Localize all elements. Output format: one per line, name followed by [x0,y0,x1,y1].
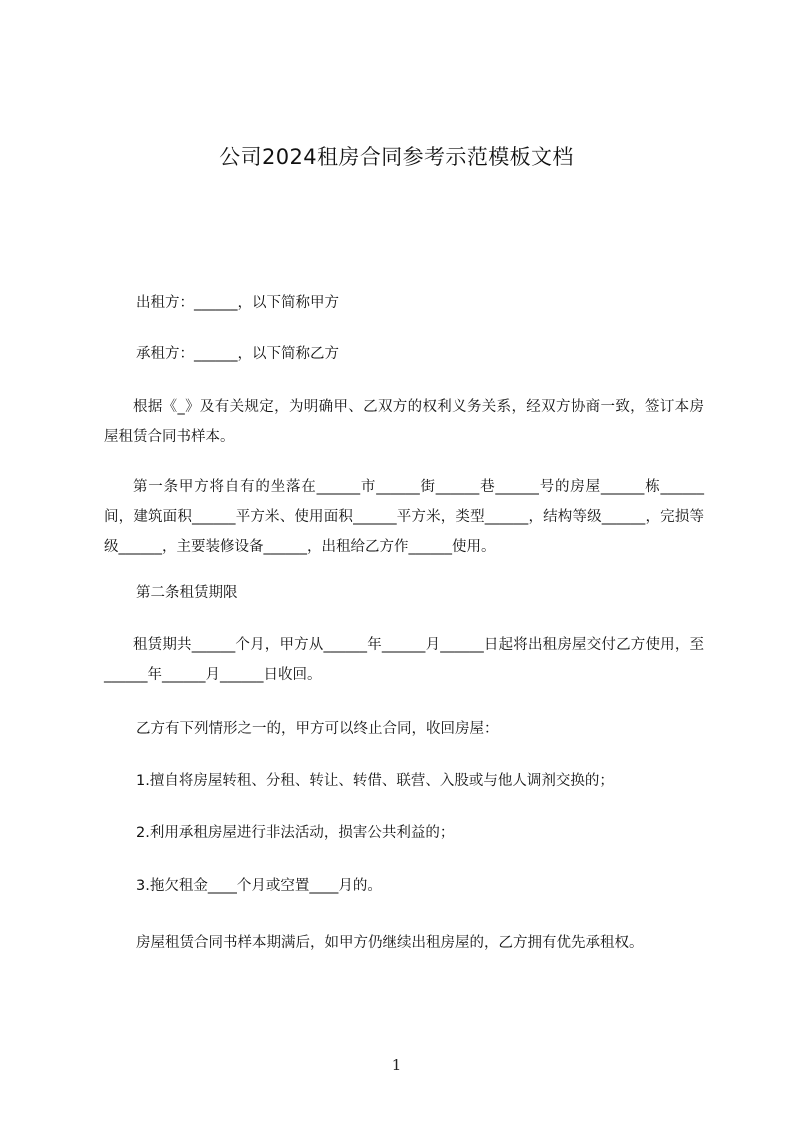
termination-item-2: 2.利用承租房屋进行非法活动，损害公共利益的； [136,825,455,841]
article-2-title: 第二条租赁期限 [136,585,238,601]
contract-basis-paragraph: 根据《_》及有关规定，为明确甲、乙双方的权利义务关系，经双方协商一致，签订本房屋租赁合同书样本。 [104,399,704,445]
lessor-line: 出租方：______，以下简称甲方 [136,295,339,311]
article-1-paragraph: 第一条甲方将自有的坐落在______市______街______巷______号的房屋______栋______间，建筑面积______平方米、使用面积______平方米，类型______，结构等级______，完损等级______，主要装修设备______，出租给乙方作______使用。 [104,479,704,555]
renewal-paragraph: 房屋租赁合同书样本期满后，如甲方仍继续出租房屋的，乙方拥有优先承租权。 [136,935,644,951]
termination-item-3: 3.拖欠租金____个月或空置____月的。 [136,878,382,894]
termination-item-1: 1.擅自将房屋转租、分租、转让、转借、联营、入股或与他人调剂交换的； [136,773,614,789]
lessee-line: 承租方：______，以下简称乙方 [136,346,339,362]
lease-term-paragraph: 租赁期共______个月，甲方从______年______月______日起将出租房屋交付乙方使用，至______年______月______日收回。 [104,637,704,683]
termination-intro: 乙方有下列情形之一的，甲方可以终止合同，收回房屋： [136,721,499,737]
document-title: 公司2024租房合同参考示范模板文档 [219,145,574,169]
page-number: 1 [391,1056,402,1074]
